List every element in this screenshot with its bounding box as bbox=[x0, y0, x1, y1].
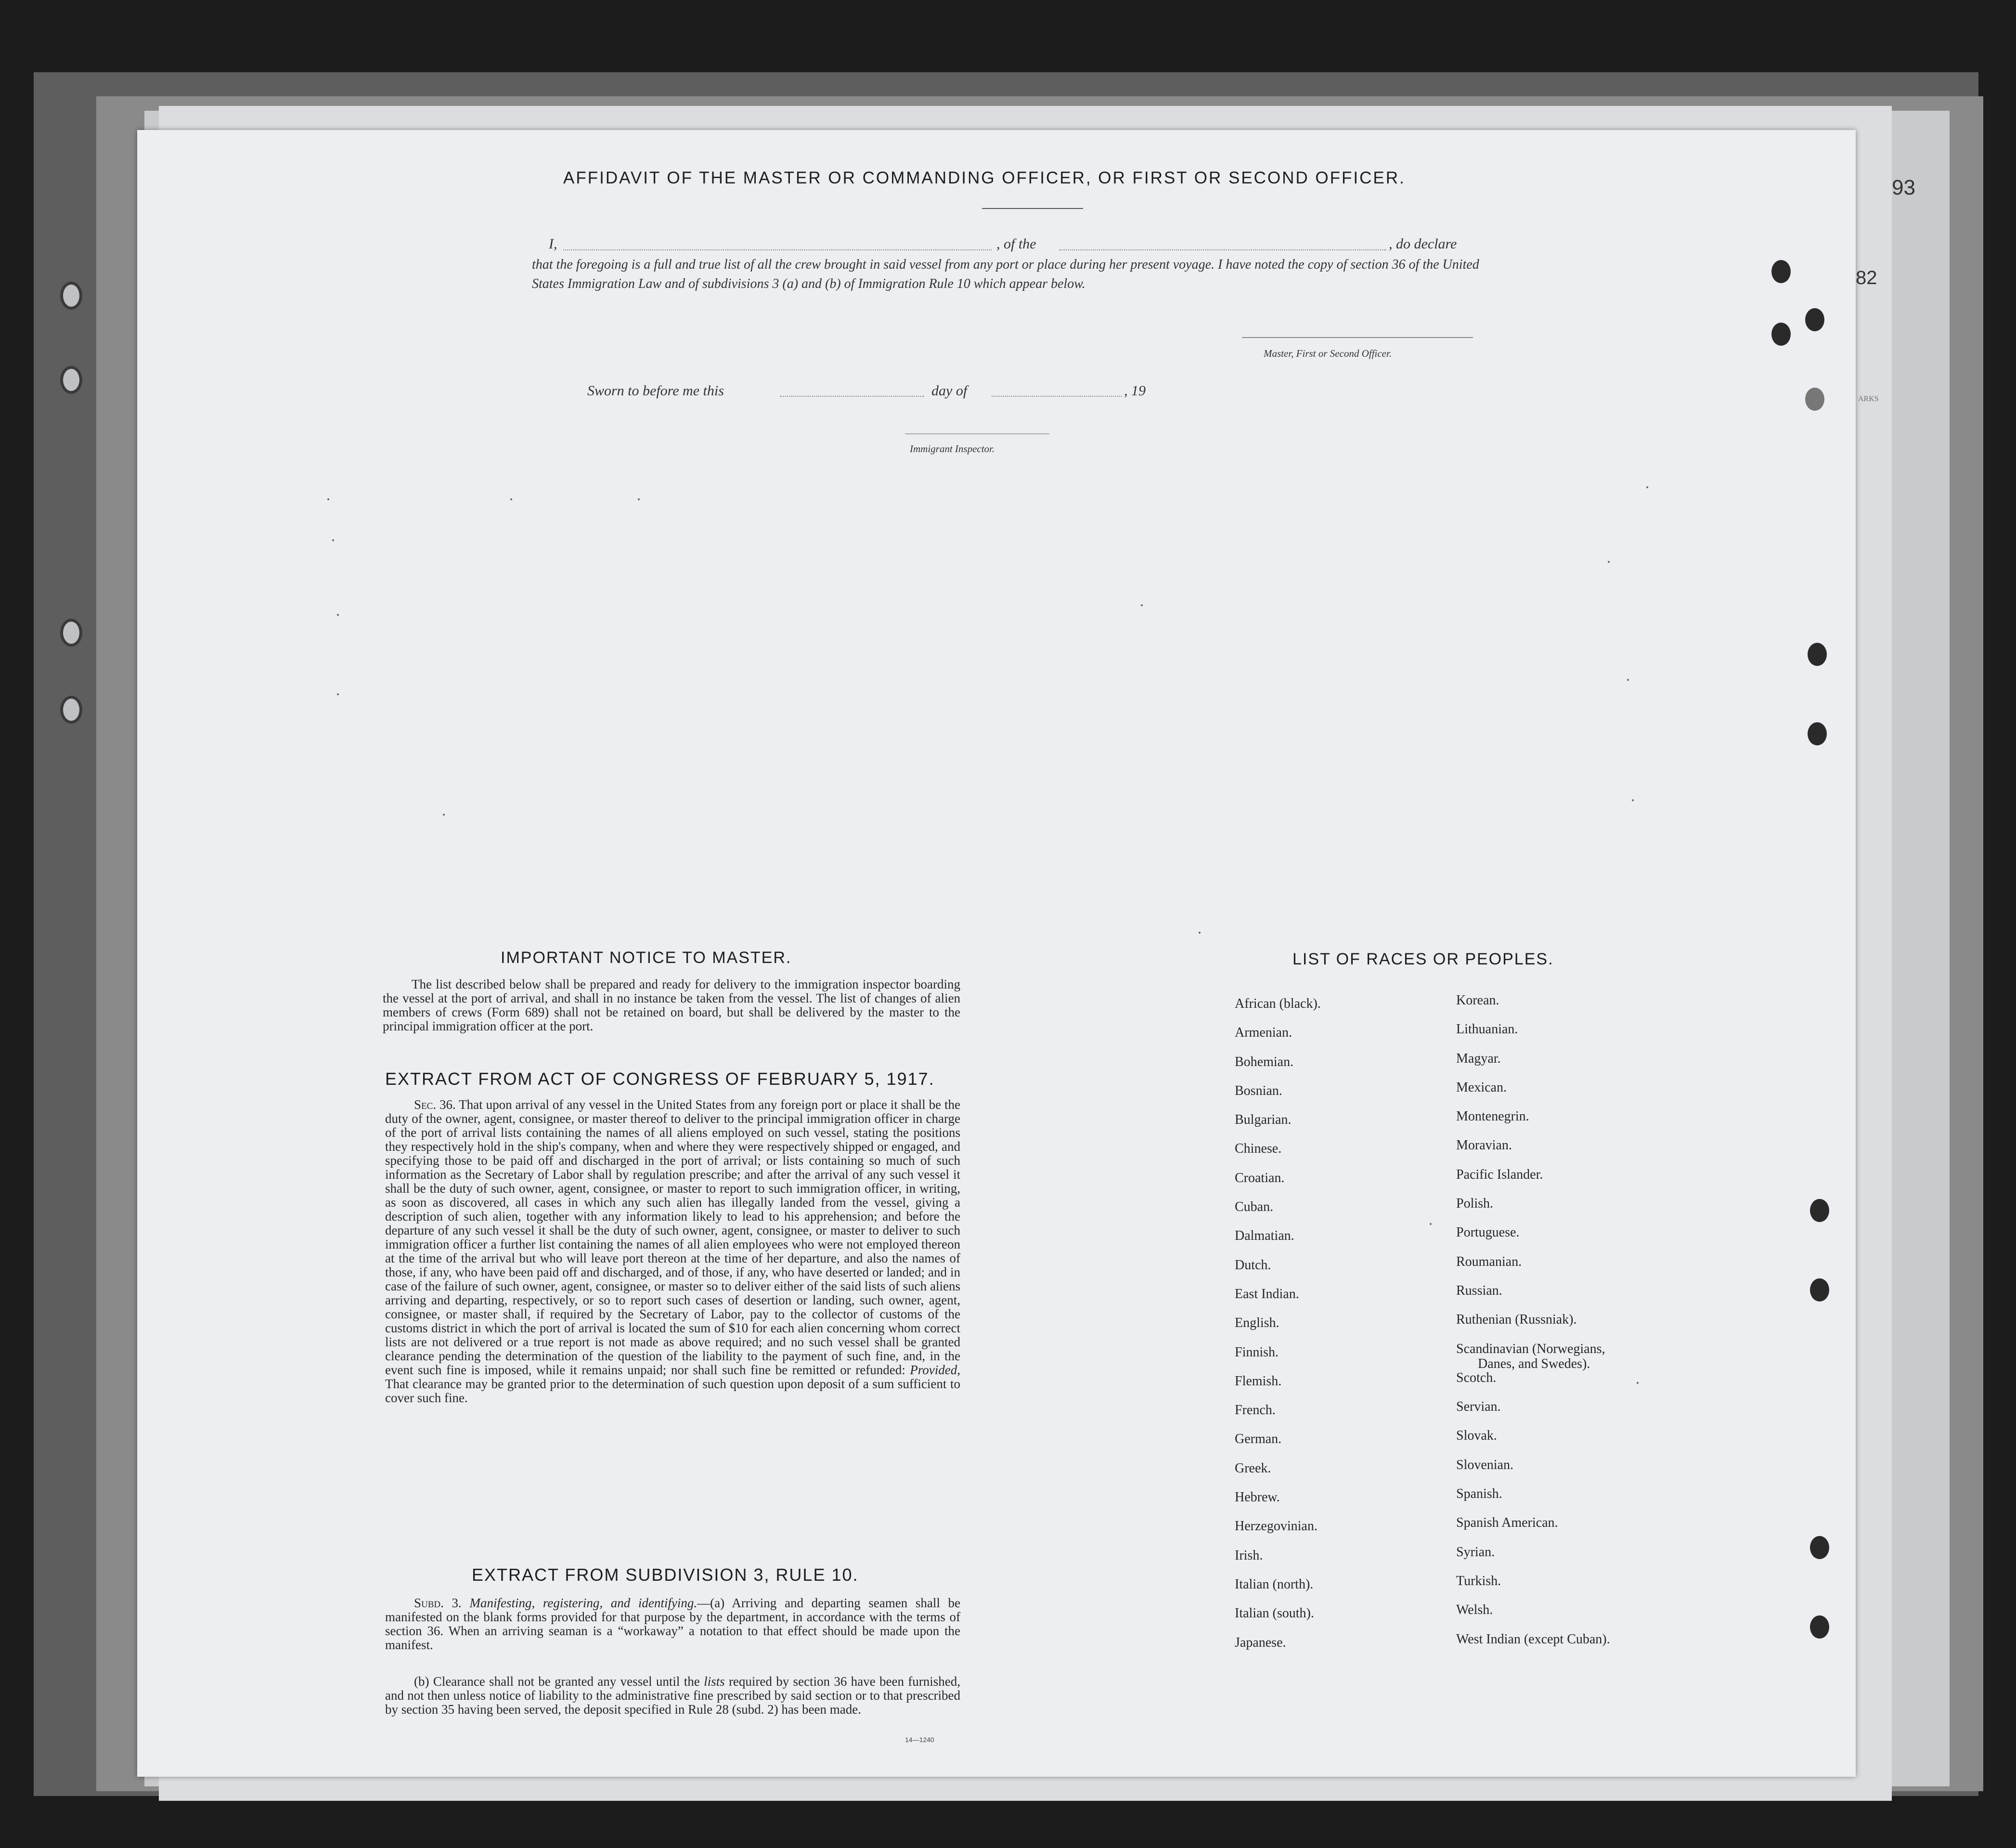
race-item: Slovak. bbox=[1456, 1428, 1497, 1444]
speck bbox=[1199, 932, 1201, 934]
binding-dot bbox=[1808, 722, 1827, 745]
race-item: West Indian (except Cuban). bbox=[1456, 1631, 1610, 1647]
subd-heading: Manifesting, registering, and identifying. bbox=[469, 1596, 698, 1610]
para-a-text: —(a) Arriving and departing seamen shall be manifested on the blank forms provided for that purpose by the department, in accordance with the terms of section 36. When an arriving seaman is a “workaway” a notation to that effect should be made upon the manifest. bbox=[385, 1596, 960, 1652]
notice-title: IMPORTANT NOTICE TO MASTER. bbox=[501, 949, 792, 967]
race-item: Roumanian. bbox=[1456, 1254, 1522, 1269]
section-label: Sec. 36. bbox=[414, 1097, 456, 1112]
punch-hole bbox=[60, 696, 82, 724]
binding-dot bbox=[1771, 260, 1791, 283]
inspector-label: Immigrant Inspector. bbox=[910, 443, 995, 455]
race-item: Greek. bbox=[1235, 1460, 1271, 1476]
race-item: Bulgarian. bbox=[1235, 1112, 1292, 1128]
page-number-side: 82 bbox=[1856, 267, 1877, 288]
race-item: Montenegrin. bbox=[1456, 1109, 1529, 1124]
race-item: Russian. bbox=[1456, 1283, 1502, 1298]
day-of: day of bbox=[931, 383, 968, 399]
speck bbox=[327, 498, 329, 500]
para-b-lead: (b) Clearance shall not be granted any vessel until the bbox=[414, 1674, 700, 1689]
para-b-rest: required by section 36 have been furnished, and not then unless notice of liability to the administrative fine prescribed by said section or to that prescribed by section 35 having been served, the deposit specified in Rule 28 (subd. 2) has been made. bbox=[385, 1674, 960, 1717]
race-item: Ruthenian (Russniak). bbox=[1456, 1312, 1577, 1327]
race-item: French. bbox=[1235, 1403, 1276, 1418]
subd-label: Subd. 3. bbox=[414, 1596, 462, 1610]
race-item: Finnish. bbox=[1235, 1344, 1279, 1360]
speck bbox=[638, 498, 640, 500]
binding-dot bbox=[1805, 308, 1824, 331]
affidavit-title: AFFIDAVIT OF THE MASTER OR COMMANDING OFFICER, OR FIRST OR SECOND OFFICER. bbox=[563, 169, 1406, 187]
affidavit-of-the: , of the bbox=[996, 236, 1036, 252]
race-item: Lithuanian. bbox=[1456, 1022, 1518, 1037]
punch-hole bbox=[60, 619, 82, 647]
race-item: Welsh. bbox=[1456, 1602, 1493, 1618]
races-left-column bbox=[1235, 997, 1321, 1665]
inspector-line bbox=[905, 433, 1049, 434]
race-item: Scandinavian (Norwegians, bbox=[1456, 1341, 1605, 1356]
vessel-blank bbox=[1059, 249, 1386, 250]
race-item: Spanish American. bbox=[1456, 1515, 1558, 1531]
year-prefix: , 19 bbox=[1124, 383, 1146, 399]
speck bbox=[332, 539, 334, 541]
race-item-continuation: Danes, and Swedes). bbox=[1478, 1356, 1590, 1371]
binding-dot bbox=[1810, 1278, 1829, 1301]
race-item: Herzegovinian. bbox=[1235, 1519, 1318, 1534]
race-item: Armenian. bbox=[1235, 1025, 1292, 1041]
day-blank bbox=[780, 396, 924, 397]
side-word: ARKS bbox=[1858, 395, 1879, 403]
race-item: Dalmatian. bbox=[1235, 1228, 1294, 1244]
rule-title: EXTRACT FROM SUBDIVISION 3, RULE 10. bbox=[472, 1565, 859, 1585]
speck bbox=[1141, 604, 1143, 606]
affidavit-declare: , do declare bbox=[1389, 236, 1457, 252]
race-item: Flemish. bbox=[1235, 1373, 1282, 1389]
binding-dot bbox=[1810, 1536, 1829, 1559]
race-item: East Indian. bbox=[1235, 1286, 1299, 1301]
signature-line bbox=[1242, 337, 1473, 338]
month-blank bbox=[992, 396, 1122, 397]
binding-dot bbox=[1810, 1199, 1829, 1222]
name-blank bbox=[563, 249, 992, 250]
race-item: Servian. bbox=[1456, 1399, 1501, 1415]
binding-dot bbox=[1808, 643, 1827, 666]
rule-para-b bbox=[385, 1675, 960, 1717]
race-item: Turkish. bbox=[1456, 1573, 1501, 1588]
speck bbox=[1430, 1223, 1432, 1225]
binding-dot bbox=[1810, 1615, 1829, 1639]
page-number-top: 93 bbox=[1892, 176, 1915, 199]
signature-label: Master, First or Second Officer. bbox=[1264, 348, 1392, 359]
race-item: Dutch. bbox=[1235, 1257, 1271, 1273]
race-item: Magyar. bbox=[1456, 1051, 1501, 1066]
race-item: German. bbox=[1235, 1432, 1282, 1447]
race-item: Irish. bbox=[1235, 1548, 1263, 1563]
race-item: Bosnian. bbox=[1235, 1083, 1282, 1098]
title-rule bbox=[982, 208, 1083, 209]
race-item: African (black). bbox=[1235, 996, 1321, 1011]
race-item: Polish. bbox=[1456, 1196, 1494, 1211]
speck bbox=[443, 814, 445, 816]
speck bbox=[1627, 679, 1629, 681]
speck bbox=[1646, 486, 1648, 488]
speck bbox=[1632, 799, 1634, 801]
proviso-word: Provided, bbox=[910, 1363, 960, 1377]
race-item: Chinese. bbox=[1235, 1141, 1282, 1157]
para-b-lists: lists bbox=[704, 1674, 725, 1689]
punch-hole bbox=[60, 282, 82, 310]
proviso-text: That clearance may be granted prior to the determination of such question upon deposit of a sum sufficient to cover such fine. bbox=[385, 1377, 960, 1405]
races-right-column bbox=[1456, 993, 1610, 1661]
races-title: LIST OF RACES OR PEOPLES. bbox=[1292, 950, 1554, 968]
speck bbox=[1637, 1382, 1639, 1384]
race-item: Japanese. bbox=[1235, 1635, 1286, 1650]
speck bbox=[337, 693, 339, 695]
rule-para-a bbox=[385, 1596, 960, 1652]
act-text: That upon arrival of any vessel in the United States from any foreign port or place it shall be the duty of the owner, agent, consignee, or master thereof to deliver to the principal immigration officer in charge of the port of arrival lists containing the names of all aliens employed on such vessel, stating the positions they respectively hold in the ship's company, when and where they were respectively shipped or engaged, and specifying those to be paid off and discharged in the port of arrival; or lists containing so much of such information as the Secretary of Labor shall by regulation prescribe; and after the arrival of any such vessel it shall be the duty of such owner, agent, consignee, or master to report to such immigration officer, in writing, as soon as discovered, all cases in which any such alien has illegally landed from the vessel, giving a description of such alien, together with any information likely to lead to his apprehension; and before the departure of any such vessel it shall be the duty of such owner, agent, consignee, or master to deliver to such immigration officer a further list containing the names of all alien employees who were not employed thereon at the time of the arrival but who will leave port thereon at the time of her departure, and also the names of those, if any, who have been paid off and discharged, and of those, if any, who have deserted or landed; and in case of the failure of such owner, agent, consignee, or master so to deliver either of the said lists of such aliens arriving and departing, respectively, or so to report such cases of desertion or landing, such owner, agent, consignee, or master shall, if required by the Secretary of Labor, pay to the collector of customs of the customs district in which the port of arrival is located the sum of $10 for each alien concerning whom correct lists are not delivered or a true report is not made as above required; and no such vessel shall be granted clearance pending the determination of the question of the liability to the payment of such fine, and, in the event such fine is imposed, while it remains unpaid; nor shall such fine be remitted or refunded: bbox=[385, 1097, 961, 1377]
race-item: Moravian. bbox=[1456, 1138, 1512, 1153]
affidavit-i: I, bbox=[549, 236, 557, 252]
race-item: Mexican. bbox=[1456, 1080, 1507, 1095]
speck bbox=[337, 614, 339, 616]
race-item: Spanish. bbox=[1456, 1486, 1502, 1502]
race-item: Cuban. bbox=[1235, 1199, 1274, 1215]
binding-dot bbox=[1771, 323, 1791, 346]
race-item: Italian (south). bbox=[1235, 1606, 1314, 1621]
race-item: Scotch. bbox=[1456, 1370, 1497, 1385]
race-item: English. bbox=[1235, 1315, 1279, 1331]
sworn-text: Sworn to before me this bbox=[587, 383, 724, 399]
race-item: Hebrew. bbox=[1235, 1490, 1280, 1505]
speck bbox=[510, 498, 512, 500]
form-code: 14—1240 bbox=[905, 1736, 934, 1744]
race-item: Slovenian. bbox=[1456, 1457, 1513, 1472]
act-section bbox=[385, 1098, 960, 1405]
affidavit-body: that the foregoing is a full and true list of all the crew brought in said vessel from any port or place during her present voyage. I have noted the copy of section 36 of the United States Immigration Law and of subdivisions 3 (a) and (b) of Immigration Rule 10 which appear below. bbox=[532, 257, 1479, 291]
notice-text: The list described below shall be prepared and ready for delivery to the immigration inspector boarding the vessel at the port of arrival, and shall in no instance be taken from the vessel. The list of changes of alien members of crews (Form 689) shall not be retained on board, but shall be delivered by the master to the principal immigration officer at the port. bbox=[383, 977, 960, 1033]
race-item: Bohemian. bbox=[1235, 1054, 1294, 1069]
race-item: Korean. bbox=[1456, 993, 1499, 1008]
race-item: Syrian. bbox=[1456, 1544, 1495, 1560]
race-item: Pacific Islander. bbox=[1456, 1167, 1543, 1182]
speck bbox=[1608, 561, 1610, 563]
binding-dot bbox=[1805, 388, 1824, 411]
race-item: Italian (north). bbox=[1235, 1576, 1314, 1592]
race-item: Croatian. bbox=[1235, 1170, 1285, 1185]
race-item: Portuguese. bbox=[1456, 1225, 1520, 1240]
act-title: EXTRACT FROM ACT OF CONGRESS OF FEBRUARY 5, 1917. bbox=[385, 1069, 935, 1089]
punch-hole bbox=[60, 366, 82, 394]
